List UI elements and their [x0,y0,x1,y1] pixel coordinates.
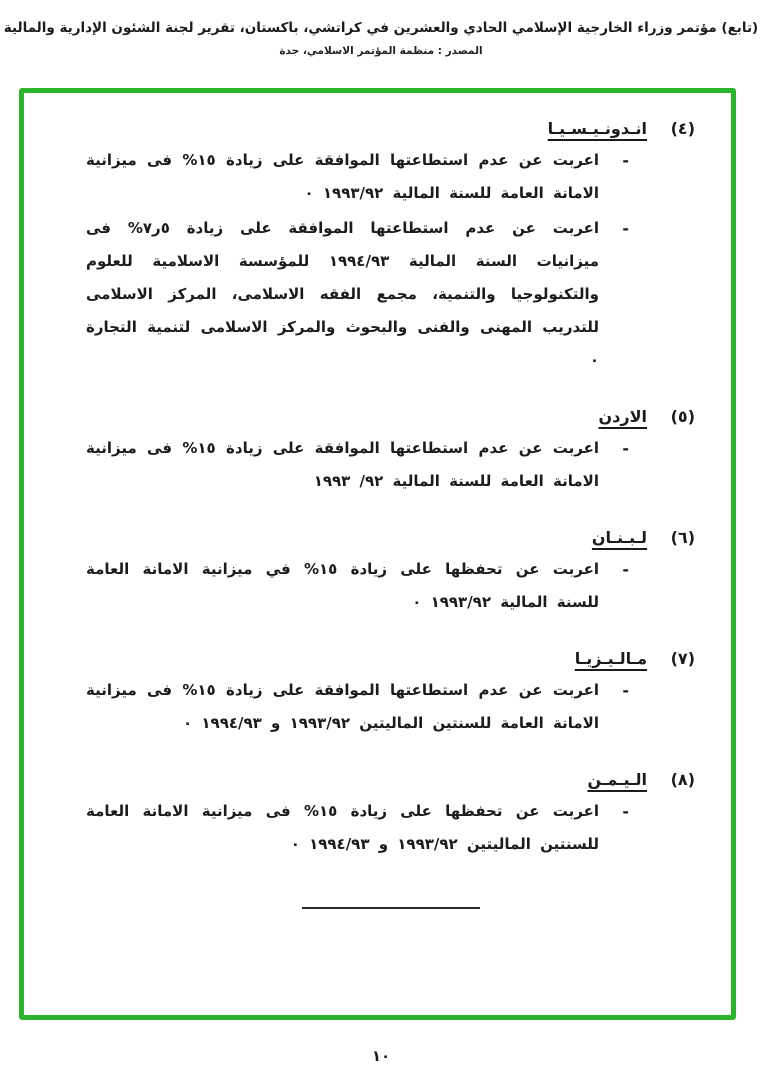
section-heading [86,119,695,138]
section-number: (٦) [670,528,695,547]
bullet-text: اعربت عن عدم استطاعتها الموافقة على زيادة ١٥% فى ميزانية الامانة العامة للسنتين الماليتين ١٩٩٣/٩٢ و ١٩٩٤/٩٣ ٠ [86,681,599,732]
section-number: (٨) [670,770,695,789]
section-indonesia [86,119,695,377]
section-malaysia [86,649,695,740]
section-heading [86,649,695,668]
bullet-dash: - [622,802,629,821]
section-number: (٥) [670,407,695,426]
section-title: انـدونـيـسـيـا [547,119,648,138]
bullet-item [86,144,629,210]
bullet-text: اعربت عن عدم استطاعتها الموافقة على زيادة ١٥% فى ميزانية الامانة العامة للسنة المالية ١٩٩٣/٩٢ ٠ [86,151,599,202]
section-heading [86,407,695,426]
section-heading [86,770,695,789]
footer-divider-line [302,907,480,909]
section-lebanon [86,528,695,619]
bullet-dash: - [622,439,629,458]
bullet-dash: - [622,681,629,700]
bullet-item [86,553,629,619]
document-body [24,93,731,1015]
section-number: (٧) [670,649,695,668]
bullet-text: اعربت عن عدم استطاعتها الموافقة على زيادة ١٥% فى ميزانية الامانة العامة للسنة المالية ٩٢/ ١٩٩٣ [86,439,599,490]
green-border-frame [19,88,736,1020]
bullet-item [86,212,629,377]
page-number: ١٠ [371,1047,391,1065]
section-number: (٤) [670,119,695,138]
bullet-item [86,795,629,861]
header-source: المصدر : منظمة المؤتمر الاسلامي، جدة [279,45,483,57]
header-title: (تابع) مؤتمر وزراء الخارجية الإسلامي الحادي والعشرين في كراتشي، باكستان، تقرير لجنة الشئون الإدارية والمالية [3,20,759,36]
document-header [0,20,762,57]
bullet-text: اعربت عن تحفظها على زيادة ١٥% في ميزانية الامانة العامة للسنة المالية ١٩٩٣/٩٢ ٠ [86,560,599,611]
section-title: مـالـيـزيـا [574,649,648,668]
section-jordan [86,407,695,498]
section-title: لـبـنـان [591,528,648,547]
bullet-text: اعربت عن تحفظها على زيادة ١٥% فى ميزانية الامانة العامة للسنتين الماليتين ١٩٩٣/٩٢ و ١٩٩٤/٩٣ ٠ [86,802,599,853]
section-title: الـيـمـن [587,770,648,789]
section-heading [86,528,695,547]
section-title: الاردن [598,407,648,426]
bullet-dash: - [622,560,629,579]
bullet-item [86,674,629,740]
bullet-dash: - [622,219,629,238]
bullet-item [86,432,629,498]
section-yemen [86,770,695,861]
bullet-text: اعربت عن عدم استطاعتها الموافقة على زيادة ٥ر٧% فى ميزانيات السنة المالية ١٩٩٤/٩٣ للمؤسسة الاسلامية للعلوم والتكنولوجيا والتنمية، مجمع الفقه الاسلامى، المركز الاسلامى للتدريب المهنى والفنى والبحوث والمركز الاسلامى لتنمية التجارة ٠ [86,219,599,369]
bullet-dash: - [622,151,629,170]
